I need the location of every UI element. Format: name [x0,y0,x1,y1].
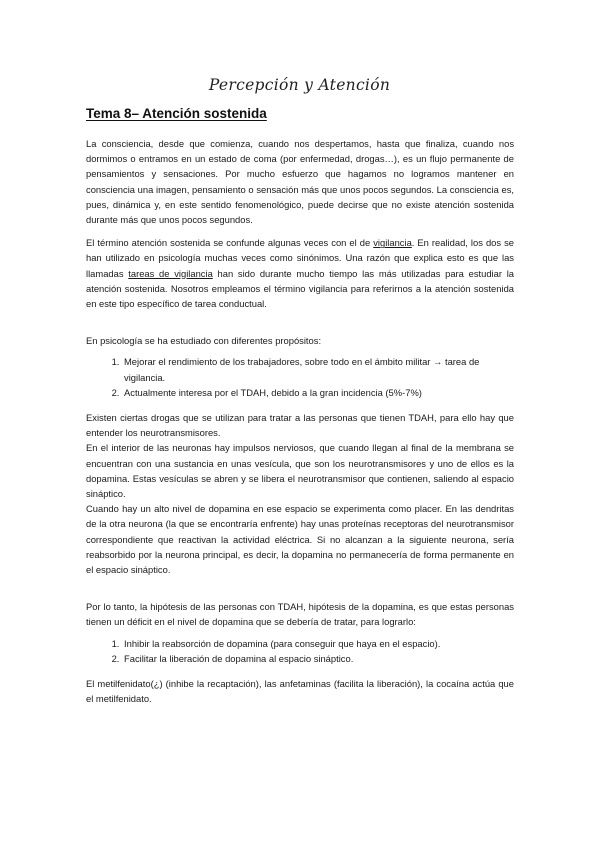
neurotransmitter-section [86,410,514,577]
list-item: 2. Facilitar la liberación de dopamina al espacio sináptico. [122,651,514,666]
paragraph-consciousness: La consciencia, desde que comienza, cuando nos despertamos, hasta que finaliza, cuando nos dormimos o entramos en un estado de coma (por enfermedad, drogas…), es un flujo permanente de pensamientos y sensaciones. Por mucho esfuerzo que hagamos no logramos mantener en consciencia una imagen, pensamiento o sensación más que unos pocos segundos. La consciencia es, pues, dinámica y, en este sentido fenomenológico, puede decirse que no existe atención sostenida durante más que unos pocos segundos. [86,138,514,226]
list-item: 2. Actualmente interesa por el TDAH, debido a la gran incidencia (5%-7%) [122,385,514,400]
document-body [86,136,514,707]
underlined-term-tareas-vigilancia: tareas de vigilancia [128,267,213,279]
paragraph-dopamine: Cuando hay un alto nivel de dopamina en ese espacio se experimenta como placer. En las dendritas de la otra neurona (la que se encontraría enfrente) hay unas proteínas receptoras del neurotransmisor correspondiente que reactivan la actividad eléctrica. Si no alcanzan a la siguiente neurona, sería reabsorbido por la neurona principal, es decir, la dopamina no permanecería de forma permanente en el espacio sináptico. [86,503,514,576]
paragraph-purposes-intro: En psicología se ha estudiado con diferentes propósitos: [86,335,322,347]
paragraph-vigilance-text-a: El término atención sostenida se confunde algunas veces con el de [86,237,374,249]
paragraph-hypothesis: Por lo tanto, la hipótesis de las personas con TDAH, hipótesis de la dopamina, es que estas personas tienen un déficit en el nivel de dopamina que se debería de tratar, para lograrlo: [86,601,514,628]
paragraph-vigilance-text-c: han sido durante mucho tiempo las más utilizadas para estudiar la atención sostenida. Nosotros empleamos el término vigilancia para referirnos a la atención sostenida en este tipo específico de tarea conductual. [86,267,515,310]
document-title: Percepción y Atención [208,76,391,94]
list-item: 1. Mejorar el rendimiento de los trabajadores, sobre todo en el ámbito militar → tarea de vigilancia. [122,354,514,384]
purposes-list [86,354,514,400]
paragraph-vigilance-text-b: . En realidad, los dos se han utilizado en psicología muchas veces como sinónimos. Una razón que explica esto es que las llamadas [86,237,514,279]
treatment-list [86,636,514,666]
paragraph-neurons: En el interior de las neuronas hay impulsos nerviosos, que cuando llegan al final de la membrana se encuentran con una sustancia en unas vesícula, que son los neurotransmisores y uno de ellos es la dopamina. Estas vesículas se abren y se libera el neurotransmisor que contienen, saliendo al espacio sináptico. [86,442,514,500]
paragraph-methylphenidate: El metilfenidato(¿) (inhibe la recaptación), las anfetaminas (facilita la liberación), la cocaína actúa que el metilfenidato. [86,678,514,705]
paragraph-drugs: Existen ciertas drogas que se utilizan para tratar a las personas que tienen TDAH, para ello hay que entender los neurotransmisores. [86,412,514,439]
list-item: 1. Inhibir la reabsorción de dopamina (para conseguir que haya en el espacio). [122,636,514,651]
paragraph-vigilance [86,235,514,311]
section-title: Tema 8– Atención sostenida [86,106,267,121]
underlined-term-vigilancia: vigilancia [373,237,412,249]
